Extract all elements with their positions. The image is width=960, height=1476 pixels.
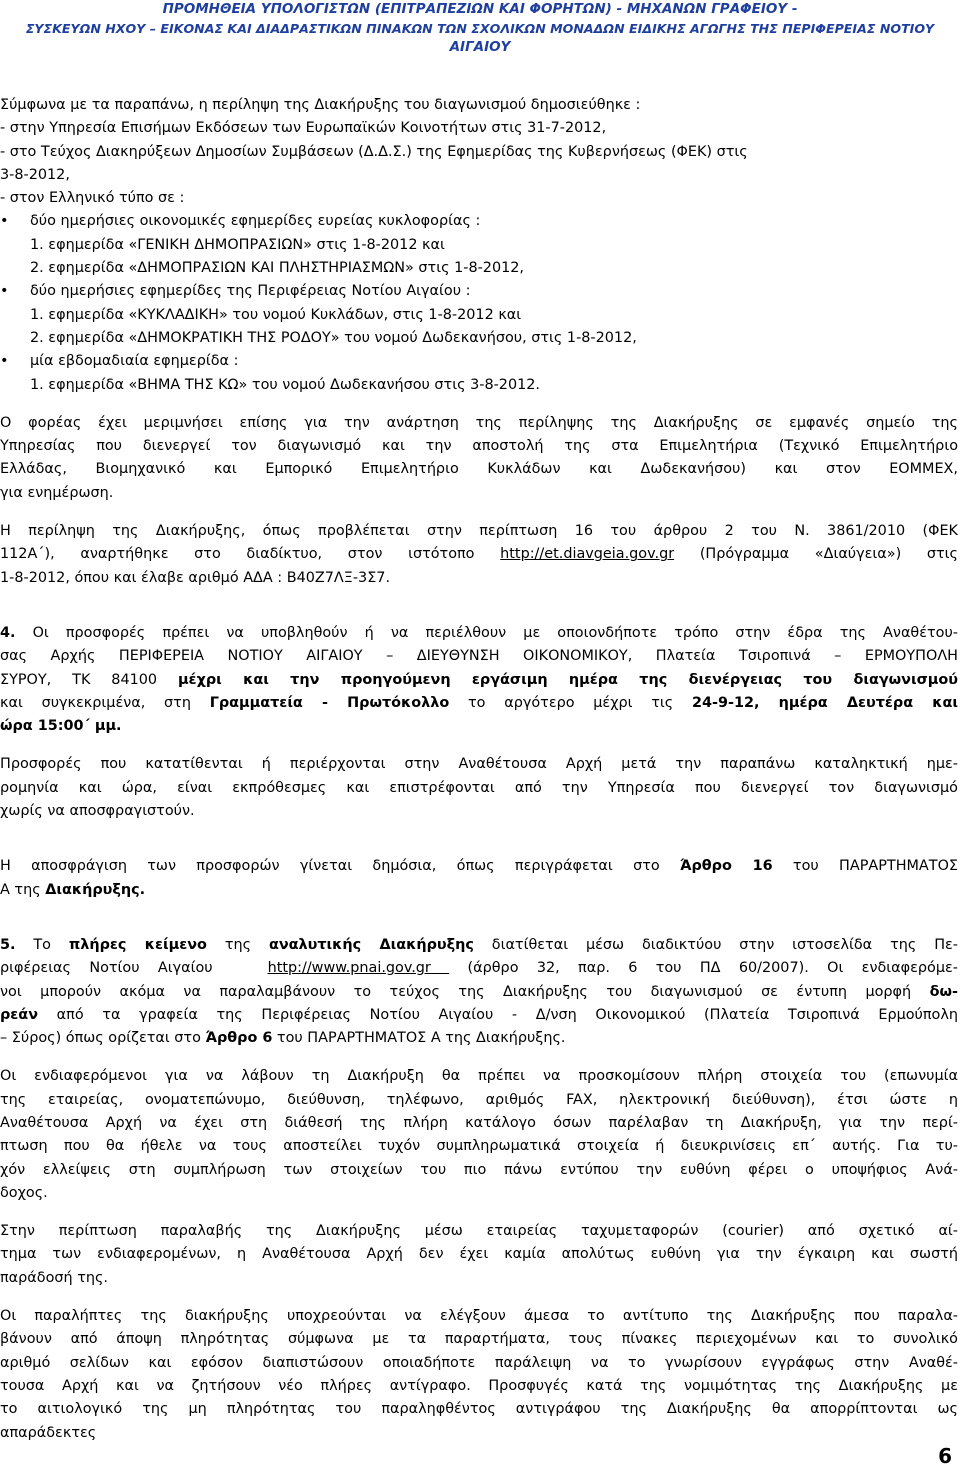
- diavgeia-link[interactable]: http://et.diavgeia.gov.gr: [500, 546, 675, 563]
- time-emphasis: ώρα 15:00΄ μμ.: [0, 718, 122, 735]
- bullet-icon: •: [0, 213, 9, 230]
- numbered-item: 2. εφημερίδα «ΔΗΜΟΠΡΑΣΙΩΝ ΚΑΙ ΠΛΗΣΤΗΡΙΑΣΜΩΝ» στις 1-8-2012,: [30, 260, 525, 277]
- text-line: παράδοσή της.: [0, 1269, 108, 1286]
- publication-paragraph: [0, 94, 958, 397]
- text-run: – Σύρος) όπως ορίζεται στο: [0, 1030, 206, 1047]
- paragraph-deposit: [0, 753, 958, 823]
- deadline-emphasis: μέχρι και την προηγούμενη εργάσιμη ημέρα της διενέργειας του διαγωνισμού: [177, 671, 958, 688]
- text-run: το αργότερο μέχρι τις: [449, 694, 692, 711]
- text-run: από τα γραφεία της Περιφέρειας Νοτίου Αιγαίου - Δ/νση Οικονομικού (Πλατεία Τσιροπινά Ερμούπολη: [38, 1006, 958, 1023]
- text-line: τουσα Αρχή και να ζητήσουν νέο πλήρες αντίγραφο. Προσφυγές κατά της νομιμότητας της Διακήρυξης με: [0, 1377, 958, 1394]
- text-line: ρομηνία και ώρα, είναι εκπρόθεσμες και επιστρέφονται από την Υπηρεσία που διενεργεί τον διαγωνισμό: [0, 779, 958, 796]
- text-line: Στην περίπτωση παραλαβής της Διακήρυξης μέσω εταιρείας ταχυμεταφορών (courier) από σχετικό αί-: [0, 1223, 958, 1240]
- text-line: [0, 934, 958, 957]
- section-4: [0, 622, 958, 738]
- article-ref: Άρθρο 16: [680, 858, 773, 875]
- text-run: της: [206, 936, 269, 953]
- text-line: - στον Ελληνικό τύπο σε :: [0, 190, 185, 207]
- document-header: [0, 0, 960, 57]
- section-number: 4.: [0, 624, 16, 641]
- text-line: Υπηρεσίας που διενεργεί τον διαγωνισμό και την αποστολή της στα Επιμελητήρια (Τεχνικό Επιμελητήριο: [0, 438, 958, 455]
- text-line: [0, 669, 958, 692]
- text-line: πτωση που θα ήθελε να τους αποστείλει τυχόν συμπληρωματικά στοιχεία ή διευκρινίσεις επ΄ αυτής. Για τυ-: [0, 1138, 958, 1155]
- text-line: [0, 622, 958, 645]
- page-number: 6: [938, 1444, 952, 1468]
- text-line: [0, 692, 958, 715]
- text-line: το αιτιολογικό της μη πληρότητας του παραληφθέντος αντιγράφου της Διακήρυξης θα απορρίπτονται ως: [0, 1401, 958, 1418]
- text-line: χόν ελλείψεις στη συμπλήρωση των στοιχείων του πιο πάνω εντύπου την ευθύνη φέρει ο υποψήφιος Ανά-: [0, 1161, 958, 1178]
- text-line: Η περίληψη της Διακήρυξης, όπως προβλέπεται στην περίπτωση 16 του άρθρου 2 του Ν. 3861/2010 (ΦΕΚ: [0, 523, 958, 540]
- text-line: Οι παραλήπτες της διακήρυξης υποχρεούνται να ελέγξουν άμεσα το αντίτυπο της Διακήρυξης που παραλα-: [0, 1308, 958, 1325]
- bullet-text: δύο ημερήσιες οικονομικές εφημερίδες ευρείας κυκλοφορίας :: [30, 213, 481, 230]
- text-run: και συγκεκριμένα, στη: [0, 694, 210, 711]
- text-run: 112Α΄), αναρτήθηκε στο διαδίκτυο, στον ιστότοπο: [0, 546, 501, 563]
- paragraph-courier: [0, 1220, 958, 1290]
- date-emphasis: 24-9-12, ημέρα Δευτέρα και: [691, 694, 958, 711]
- text-run: Οι προσφορές πρέπει να υποβληθούν ή να περιέλθουν με οποιονδήποτε τρόπο στην έδρα της Αναθέτου-: [15, 624, 958, 641]
- header-line: ΠΡΟΜΗΘΕΙΑ ΥΠΟΛΟΓΙΣΤΩΝ (ΕΠΙΤΡΑΠΕΖΙΩΝ ΚΑΙ ΦΟΡΗΤΩΝ) - ΜΗΧΑΝΩΝ ΓΡΑΦΕΙΟΥ -: [162, 1, 798, 17]
- text-line: [0, 715, 958, 738]
- bullet-item: [0, 210, 958, 233]
- text-line: [0, 879, 958, 902]
- header-line: ΑΙΓΑΙΟΥ: [449, 39, 511, 55]
- bullet-item: [0, 280, 958, 303]
- text-line: Οι ενδιαφερόμενοι για να λάβουν τη Διακήρυξη θα πρέπει να προσκομίσουν πλήρη στοιχεία του (επωνυμία: [0, 1068, 958, 1085]
- text-emphasis: ρεάν: [0, 1006, 39, 1023]
- paragraph-foreas: [0, 412, 958, 505]
- text-emphasis: δω-: [929, 983, 958, 1000]
- section-number: 5.: [0, 936, 16, 953]
- numbered-item: 2. εφημερίδα «ΔΗΜΟΚΡΑΤΙΚΗ ΤΗΣ ΡΟΔΟΥ» του νομού Δωδεκανήσου, στις 1-8-2012,: [30, 329, 637, 346]
- text-run: διατίθεται μέσω διαδικτύου στην ιστοσελίδα της Πε-: [473, 936, 958, 953]
- text-line: Σύμφωνα με τα παραπάνω, η περίληψη της Διακήρυξης του διαγωνισμού δημοσιεύθηκε :: [0, 97, 641, 113]
- text-run: Το: [15, 936, 69, 953]
- text-run: του ΠΑΡΑΡΤΗΜΑΤΟΣ Α της Διακήρυξης.: [272, 1030, 566, 1047]
- text-line: [0, 855, 958, 878]
- numbered-item: 1. εφημερίδα «ΚΥΚΛΑΔΙΚΗ» του νομού Κυκλάδων, στις 1-8-2012 και: [30, 306, 522, 323]
- section-5: [0, 934, 958, 1050]
- text-run: του ΠΑΡΑΡΤΗΜΑΤΟΣ: [772, 858, 958, 875]
- numbered-item: 1. εφημερίδα «ΓΕΝΙΚΗ ΔΗΜΟΠΡΑΣΙΩΝ» στις 1-8-2012 και: [30, 236, 445, 253]
- text-line: για ενημέρωση.: [0, 484, 114, 501]
- text-line: 3-8-2012,: [0, 166, 70, 183]
- text-emphasis: πλήρες κείμενο: [68, 936, 207, 953]
- office-emphasis: Γραμματεία - Πρωτόκολλο: [209, 694, 450, 711]
- text-run: ριφέρειας Νοτίου Αιγαίου: [0, 960, 268, 977]
- text-run: Η αποσφράγιση των προσφορών γίνεται δημόσια, όπως περιγράφεται στο: [0, 858, 680, 875]
- text-line: 1-8-2012, όπου και έλαβε αριθμό ΑΔΑ : Β40Ζ7ΛΞ-3Σ7.: [0, 569, 391, 586]
- text-run: Α της: [0, 881, 46, 898]
- text-line: της εταιρείας, ονοματεπώνυμο, διεύθυνση, τηλέφωνο, αριθμός FAX, ηλεκτρονική διεύθυνση), έτσι ώστε η: [0, 1091, 958, 1108]
- article-ref: Άρθρο 6: [205, 1030, 273, 1047]
- document-body: [0, 94, 958, 1445]
- bullet-icon: •: [0, 283, 9, 300]
- header-line: ΣΥΣΚΕΥΩΝ ΗΧΟΥ – ΕΙΚΟΝΑΣ ΚΑΙ ΔΙΑΔΡΑΣΤΙΚΩΝ ΠΙΝΑΚΩΝ ΤΩΝ ΣΧΟΛΙΚΩΝ ΜΟΝΑΔΩΝ ΕΙΔΙΚΗΣ ΑΓΩΓΗΣ ΤΗΣ ΠΕΡΙΦΕΡΕΙΑΣ ΝΟΤΙΟΥ: [25, 21, 935, 36]
- bullet-text: μία εβδομαδιαία εφημερίδα :: [30, 353, 239, 370]
- text-line: [0, 1004, 958, 1027]
- text-line: δοχος.: [0, 1184, 48, 1201]
- text-run: (Πρόγραμμα «Διαύγεια») στις: [674, 546, 958, 563]
- text-line: - στην Υπηρεσία Επισήμων Εκδόσεων των Ευρωπαϊκών Κοινοτήτων στις 31-7-2012,: [0, 120, 607, 137]
- text-line: βάνουν από άποψη πληρότητας σύμφωνα με τα παραρτήματα, τους πίνακες περιεχομένων και το συνολικό: [0, 1331, 958, 1348]
- text-run: (άρθρο 32, παρ. 6 του ΠΔ 60/2007). Οι ενδιαφερόμε-: [449, 960, 958, 977]
- text-line: Ο φορέας έχει μεριμνήσει επίσης για την ανάρτηση της περίληψης της Διακήρυξης σε εμφανές σημείο της: [0, 414, 958, 431]
- paragraph-opening: [0, 855, 958, 902]
- paragraph-diavgeia: [0, 520, 958, 590]
- text-line: [0, 981, 958, 1004]
- text-line: τημα των ενδιαφερομένων, η Αναθέτουσα Αρχή δεν έχει καμία απολύτως ευθύνη για την έγκαιρη και σωστή: [0, 1246, 958, 1263]
- text-run: νοι μπορούν ακόμα να παραλαμβάνουν το τεύχος της Διακήρυξης του διαγωνισμού σε έντυπη μορφή: [0, 983, 930, 1000]
- text-emphasis: αναλυτικής Διακήρυξης: [268, 936, 474, 953]
- paragraph-info: [0, 1065, 958, 1205]
- text-line: Ελλάδας, Βιομηχανικό και Εμπορικό Επιμελητήριο Κυκλάδων και Δωδεκανήσου) και στον ΕΟΜΜΕΧ,: [0, 461, 958, 478]
- text-line: απαράδεκτες: [0, 1424, 97, 1441]
- text-run: ΣΥΡΟΥ, ΤΚ 84100: [0, 671, 178, 688]
- bullet-icon: •: [0, 353, 9, 370]
- text-line: Προσφορές που κατατίθενται ή περιέρχονται στην Αναθέτουσα Αρχή μετά την παραπάνω καταληκτική ημε-: [0, 756, 958, 773]
- text-line: χωρίς να αποσφραγιστούν.: [0, 803, 195, 820]
- declaration-ref: Διακήρυξης.: [45, 881, 146, 898]
- text-line: Αναθέτουσα Αρχή να έχει στη διάθεσή της πλήρη κατάλογο όσων παρέλαβαν τη Διακήρυξη, για την περί-: [0, 1114, 958, 1131]
- numbered-item: 1. εφημερίδα «ΒΗΜΑ ΤΗΣ ΚΩ» του νομού Δωδεκανήσου στις 3-8-2012.: [30, 376, 540, 393]
- paragraph-recipients: [0, 1305, 958, 1445]
- bullet-item: [0, 350, 958, 373]
- bullet-text: δύο ημερήσιες εφημερίδες της Περιφέρειας Νοτίου Αιγαίου :: [30, 283, 471, 300]
- text-line: [0, 957, 958, 980]
- pnai-link[interactable]: http://www.pnai.gov.gr: [267, 960, 450, 977]
- text-line: αριθμό σελίδων και εφόσον διαπιστώσουν οποιαδήποτε παράλειψη να το γνωρίσουν εγγράφως στην Αναθέ-: [0, 1354, 958, 1371]
- text-line: [0, 1027, 958, 1050]
- text-line: σας Αρχής ΠΕΡΙΦΕΡΕΙΑ ΝΟΤΙΟΥ ΑΙΓΑΙΟΥ – ΔΙΕΥΘΥΝΣΗ ΟΙΚΟΝΟΜΙΚΟΥ, Πλατεία Τσιροπινά – ΕΡΜΟΥΠΟΛΗ: [0, 648, 958, 665]
- text-line: [0, 543, 958, 566]
- text-line: - στο Τεύχος Διακηρύξεων Δημοσίων Συμβάσεων (Δ.Δ.Σ.) της Εφημερίδας της Κυβερνήσεως (ΦΕΚ) στις: [0, 143, 748, 160]
